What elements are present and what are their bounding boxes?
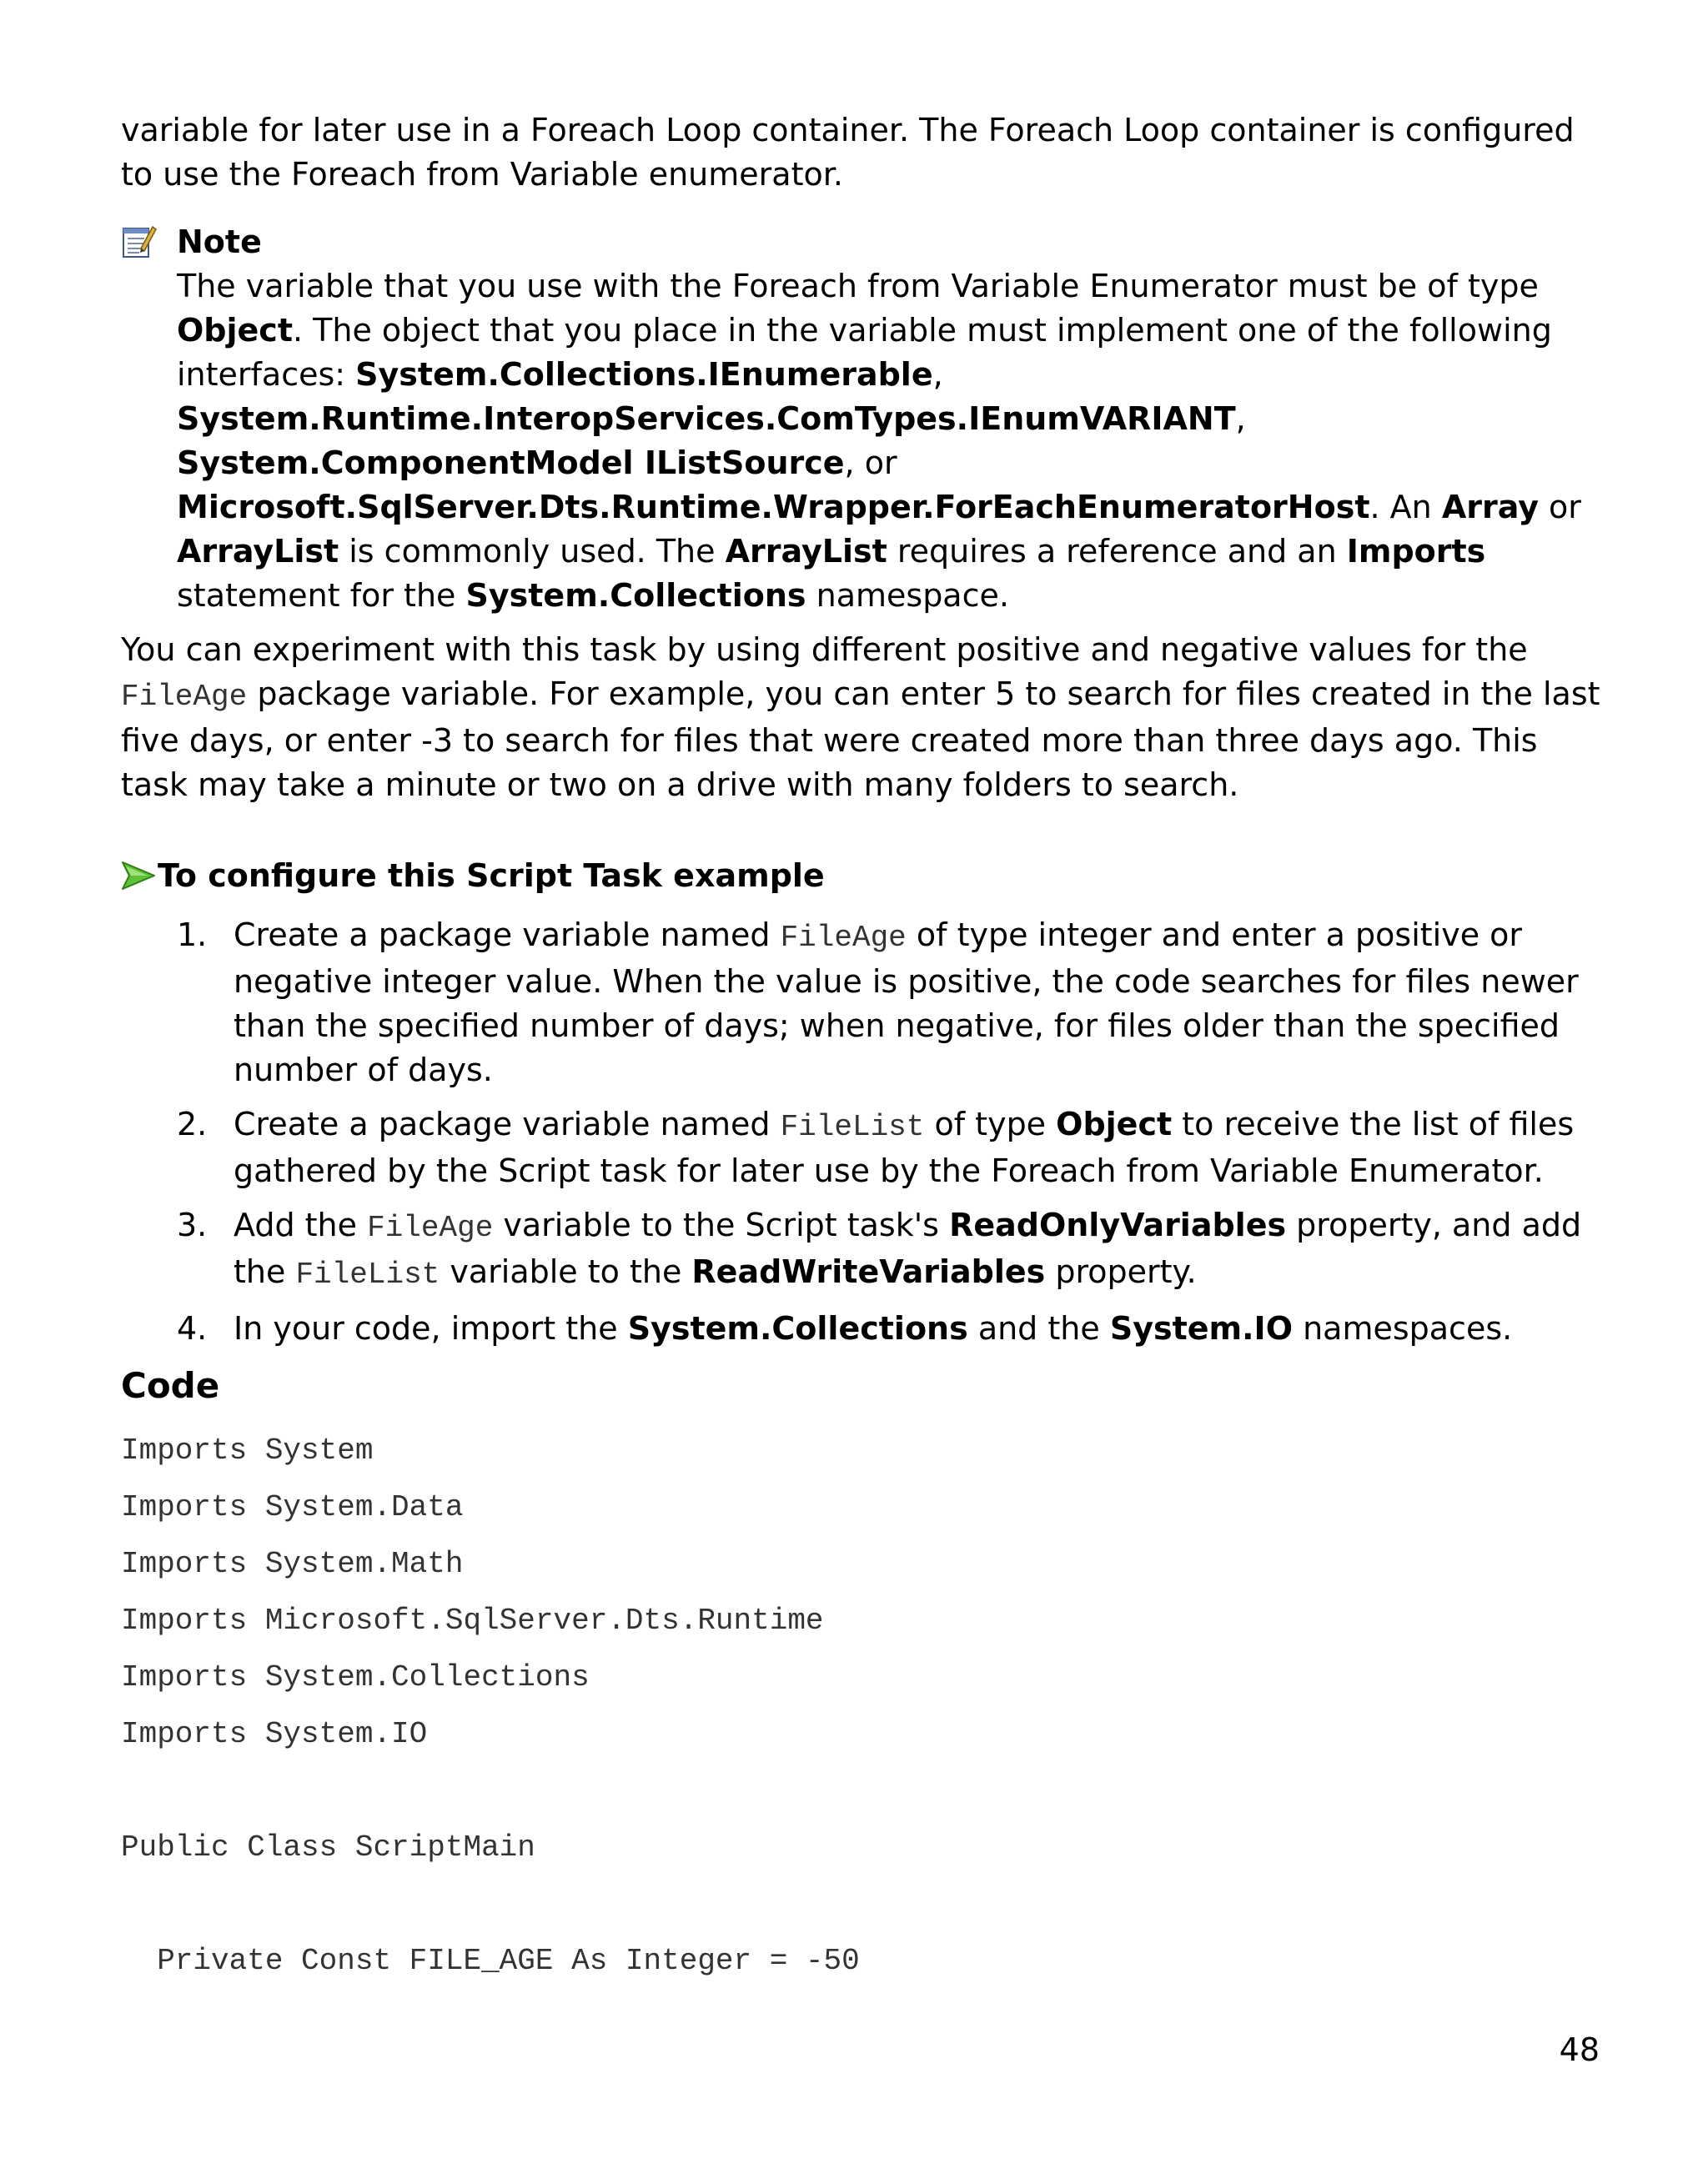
code-line: Imports System.IO (121, 1717, 428, 1751)
step-text: In your code, import the (234, 1310, 628, 1347)
step-number: 2. (177, 1106, 208, 1142)
note-text: requires a reference and an (887, 533, 1347, 570)
step-text: Create a package variable named (234, 1106, 781, 1142)
note-text: statement for the (177, 577, 466, 614)
step-text: namespaces. (1293, 1310, 1513, 1347)
step-text: Add the (234, 1207, 368, 1243)
document-page (121, 108, 1601, 1990)
green-arrow-icon (121, 859, 158, 892)
note-bold-arraylist: ArrayList (177, 533, 339, 570)
list-item (121, 1307, 1601, 1351)
note-text: or (1538, 489, 1581, 525)
list-item (121, 1102, 1601, 1193)
code-line: Imports Microsoft.SqlServer.Dts.Runtime (121, 1604, 824, 1638)
step-bold: Object (1056, 1106, 1173, 1142)
note-body (177, 264, 1601, 618)
code-heading: Code (121, 1365, 220, 1406)
step-number: 3. (177, 1207, 208, 1243)
step-bold: System.IO (1109, 1310, 1293, 1347)
note-bold-array: Array (1441, 489, 1539, 525)
note-title: Note (177, 223, 262, 260)
experiment-paragraph (121, 628, 1601, 807)
note-bold-system-collections: System.Collections (465, 577, 806, 614)
step-text: of type (924, 1106, 1057, 1142)
note-bold-ienumerable: System.Collections.IEnumerable (355, 356, 933, 393)
note-bold-object: Object (177, 312, 293, 349)
procedure-steps (121, 913, 1601, 1351)
step-text: to receive the list of files gathered by the Script task for later use by the Foreach from Variable Enumerator. (234, 1106, 1575, 1189)
note-bold-foreachenumeratorhost: Microsoft.SqlServer.Dts.Runtime.Wrapper.ForEachEnumeratorHost (177, 489, 1370, 525)
list-item (121, 913, 1601, 1092)
code-line (121, 1763, 1601, 1820)
code-line: Imports System.Data (121, 1490, 464, 1524)
note-pad-icon (121, 223, 158, 259)
step-text: of type integer and enter a positive or negative integer value. When the value is positive, the code searches for files newer than the specified number of days; when negative, for files older than the specified number of days. (234, 916, 1579, 1088)
code-block (121, 1423, 1601, 1990)
note-text: The variable that you use with the Foreach from Variable Enumerator must be of type (177, 268, 1539, 304)
step-text: property. (1045, 1253, 1197, 1290)
paragraph-text: package variable. For example, you can enter 5 to search for files created in the last five days, or enter -3 to search for files that were created more than three days ago. This task may take a minute or two on a drive with many folders to search. (121, 675, 1600, 803)
step-text: and the (967, 1310, 1110, 1347)
note-text: . The object that you place in the variable must implement one of the following interfaces: (177, 312, 1552, 393)
note-bold-imports: Imports (1346, 533, 1486, 570)
procedure-heading (121, 854, 1601, 898)
inline-code: FileAge (121, 680, 248, 714)
inline-code: FileList (295, 1258, 440, 1292)
procedure-heading-text: To configure this Script Task example (158, 857, 825, 894)
step-number: 4. (177, 1310, 208, 1347)
step-bold: ReadWriteVariables (691, 1253, 1046, 1290)
step-text: Create a package variable named (234, 916, 781, 953)
note-text: , (932, 356, 943, 393)
inline-code: FileAge (367, 1211, 494, 1245)
intro-paragraph (121, 108, 1601, 197)
code-line (121, 1876, 1601, 1933)
step-text: variable to the (440, 1253, 692, 1290)
note-text: , (1235, 400, 1246, 437)
note-bold-ienumvariant: System.Runtime.InteropServices.ComTypes.IEnumVARIANT (177, 400, 1236, 437)
note-box (121, 220, 1601, 618)
note-text: namespace. (806, 577, 1009, 614)
code-line: Private Const FILE_AGE As Integer = -50 (121, 1944, 860, 1978)
step-text: property, and add the (234, 1207, 1582, 1290)
code-line: Public Class ScriptMain (121, 1830, 535, 1865)
list-item (121, 1203, 1601, 1297)
inline-code: FileAge (780, 921, 907, 955)
note-bold-arraylist: ArrayList (725, 533, 887, 570)
code-line: Imports System.Collections (121, 1660, 590, 1694)
inline-code: FileList (780, 1110, 925, 1144)
intro-text: variable for later use in a Foreach Loop container. The Foreach Loop container is configured to use the Foreach from Variable enumerator. (121, 112, 1575, 193)
page-number: 48 (1559, 2031, 1600, 2068)
paragraph-text: You can experiment with this task by using different positive and negative values for the (121, 631, 1528, 668)
code-line: Imports System.Math (121, 1547, 464, 1581)
note-bold-ilistsource: System.ComponentModel IListSource (177, 444, 845, 481)
note-text: . An (1369, 489, 1442, 525)
code-line: Imports System (121, 1433, 374, 1468)
step-number: 1. (177, 916, 208, 953)
note-text: , or (844, 444, 897, 481)
step-text: variable to the Script task's (493, 1207, 950, 1243)
step-bold: ReadOnlyVariables (949, 1207, 1287, 1243)
step-bold: System.Collections (627, 1310, 968, 1347)
note-text: is commonly used. The (339, 533, 726, 570)
